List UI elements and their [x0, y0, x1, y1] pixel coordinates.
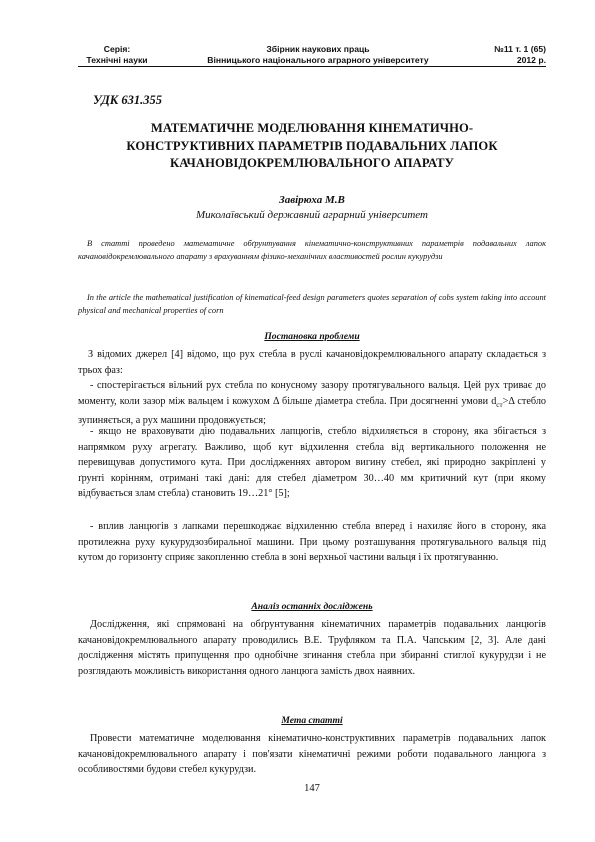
author-name: Завірюха М.В [279, 194, 345, 206]
paragraph-goal: Провести математичне моделювання кінематично-конструктивних параметрів подавальних лапок качановідокремлювального апарату і пов'язати кінематичні режими роботи подавального ланцюга з особливостями будови стебел кукурудзи. [78, 733, 546, 776]
header-issue-line1: №11 т. 1 (65) [494, 44, 546, 54]
header-series-value: Технічні науки [86, 55, 148, 65]
header-divider [78, 66, 546, 67]
diameter-subscript: ст [496, 400, 503, 409]
udk-code: УДК 631.355 [93, 93, 162, 107]
section-heading-goal: Мета статті [281, 715, 343, 726]
header-series [78, 44, 156, 66]
title-line1: МАТЕМАТИЧНЕ МОДЕЛЮВАННЯ КІНЕМАТИЧНО- [150, 121, 474, 135]
paragraph-phase-3: - вплив ланцюгів з лапками перешкоджає відхиленню стебла вперед і нахиляє його в сторону, яка протилежна руху кукурудзозбиральної машини. При цьому розташування протягувального вальця під кутом до горизонту сприяє закопленню стебла в зоні верхньої частини вальця і їх протягуванню. [78, 521, 546, 564]
header-journal-line1: Збірник наукових праць [266, 44, 370, 54]
author-affiliation: Миколаївський державний аграрний університет [196, 209, 428, 221]
paper-title [78, 120, 546, 173]
title-line2: КОНСТРУКТИВНИХ ПАРАМЕТРІВ ПОДАВАЛЬНИХ ЛАПОК [126, 138, 498, 153]
paragraph-analysis: Дослідження, які спрямовані на обґрунтування кінематичних параметрів подавальних ланцюгів качановідокремлювального апарату проводились В.Е. Труфляком та П.А. Чапським [2, 3]. Але дані дослідження містять припущення про однобічне згинання стебла при збиранні стиглої кукурудзи і не розглядають можливість використання одного ланцюга замість двох наявних. [78, 619, 546, 677]
paragraph-phase-1-text-a: - спостерігається вільний рух стебла по конусному зазору протягувального вальця. Цей рух триває до моменту, коли зазор між вальцем і кожухом Δ більше діаметра стебла. При досягненні умови d [78, 380, 546, 407]
paragraph-intro: З відомих джерел [4] відомо, що рух стебла в руслі качановідокремлювального апарату складається з трьох фаз: [78, 349, 546, 376]
header-journal [188, 44, 448, 66]
header-series-label: Серія: [103, 44, 131, 54]
abstract-ukrainian: В статті проведено математичне обґрунтування кінематично-конструктивних параметрів подавальних лапок качановідокремлювального апарату з врахуванням фізико-механічних властивостей рослин кукурудзи [78, 239, 546, 261]
section-heading-problem: Постановка проблеми [264, 331, 360, 342]
paragraph-phase-1 [78, 378, 546, 429]
header-issue-line2: 2012 р. [516, 55, 546, 65]
paragraph-phase-1-text-b: >Δ стебло зупиняється, а рух машини продовжується; [78, 395, 546, 427]
section-heading-analysis: Аналіз останніх досліджень [251, 601, 373, 612]
header-journal-line2: Вінницького національного аграрного університету [207, 55, 429, 65]
title-line3: КАЧАНОВІДОКРЕМЛЮВАЛЬНОГО АПАРАТУ [170, 156, 454, 170]
paragraph-phase-2: - якщо не враховувати дію подавальних лапцюгів, стебло відхиляється в сторону, яка збігається з напрямком руху агрегату. Важливо, щоб кут відхилення стебла від вертикального положення не перевищував допустимого кута. При дослідженнях автором вигину стебел, які природно закріплені у ґрунті корінням, отримані такі дані: для стебел діаметром 30…40 мм критичний кут (при якому відбувається злам стебла) становить 19…21° [5]; [78, 426, 546, 500]
page-number: 147 [304, 783, 320, 794]
header-issue [466, 44, 546, 66]
abstract-english: In the article the mathematical justification of kinematical-feed design parameters quotes separation of cobs system taking into account physical and mechanical properties of corn [78, 293, 546, 315]
